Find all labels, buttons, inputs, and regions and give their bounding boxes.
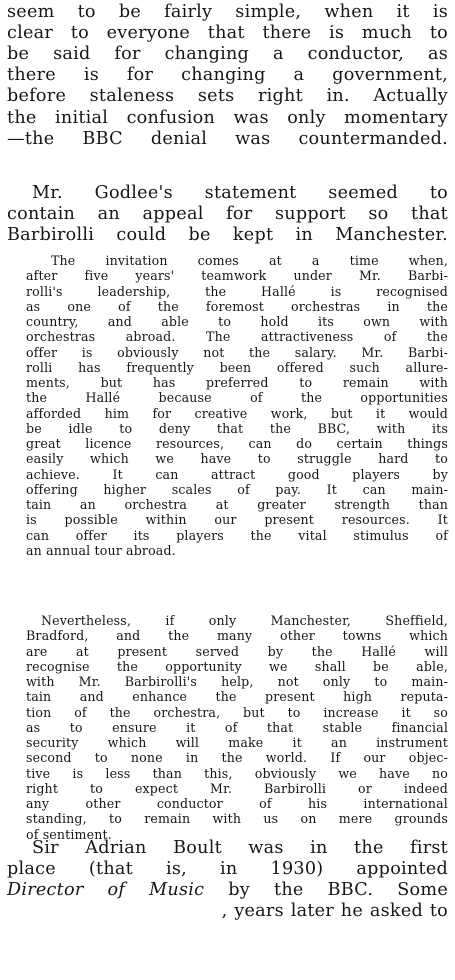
text-line: an annual tour abroad. bbox=[26, 542, 176, 558]
text-line: clear to everyone that there is much to bbox=[7, 23, 448, 44]
text-line: , years later he asked to bbox=[221, 901, 448, 922]
text-line: Sir Adrian Boult was in the first bbox=[32, 838, 448, 858]
text-line: after five years' teamwork under Mr. Barbi- bbox=[26, 268, 448, 284]
text-line: tive is less than this, obviously we have no bbox=[26, 765, 448, 781]
text-line: be idle to deny that the BBC, with its bbox=[26, 420, 448, 436]
text-line: are at present served by the Hallé will bbox=[26, 643, 448, 659]
text-line: achieve. It can attract good players by bbox=[26, 466, 448, 482]
text-line: rolli's leadership, the Hallé is recognised bbox=[26, 283, 448, 299]
text-line: right to expect Mr. Barbirolli or indeed bbox=[26, 780, 448, 796]
text-line: tion of the orchestra, but to increase it so bbox=[26, 704, 448, 720]
text-line: any other conductor of his international bbox=[26, 796, 448, 811]
text-line: security which will make it an instrument bbox=[26, 735, 448, 750]
text-line: The invitation comes at a time when, bbox=[51, 253, 448, 268]
text-line: standing, to remain with us on mere grounds bbox=[26, 811, 448, 827]
text-line: seem to be fairly simple, when it is bbox=[7, 2, 448, 22]
text-line: orchestras abroad. The attractiveness of the bbox=[26, 329, 448, 345]
text-line: second to none in the world. If our objec- bbox=[26, 750, 448, 766]
text-line: place (that is, in 1930) appointed bbox=[7, 859, 448, 880]
text-line: tain and enhance the present high reputa- bbox=[26, 689, 448, 705]
text-line: easily which we have to struggle hard to bbox=[26, 451, 448, 467]
text-line: Barbirolli could be kept in Manchester. bbox=[7, 225, 448, 246]
text-line: be said for changing a conductor, as bbox=[7, 44, 448, 65]
text-line: Director of Music by the BBC. Some bbox=[7, 880, 448, 901]
text-line: as one of the foremost orchestras in the bbox=[26, 298, 448, 314]
text-line: is possible within our present resources. It bbox=[26, 512, 448, 528]
text-line: the Hallé because of the opportunities bbox=[26, 390, 448, 406]
text-line: before staleness sets right in. Actually bbox=[7, 86, 448, 107]
text-line: of sentiment. bbox=[26, 826, 112, 842]
text-line: ments, but has preferred to remain with bbox=[26, 375, 448, 390]
text-line: as to ensure it of that stable financial bbox=[26, 719, 448, 735]
text-line: Mr. Godlee's statement seemed to bbox=[32, 183, 448, 203]
text-line: great licence resources, can do certain things bbox=[26, 436, 448, 451]
text-line: with Mr. Barbirolli's help, not only to main- bbox=[26, 674, 448, 689]
text-line: offering higher scales of pay. It can main- bbox=[26, 481, 448, 497]
text-line: contain an appeal for support so that bbox=[7, 204, 448, 225]
text-line: tain an orchestra at greater strength than bbox=[26, 497, 448, 512]
text-line: can offer its players the vital stimulus of bbox=[26, 527, 448, 543]
text-line: Nevertheless, if only Manchester, Sheffield, bbox=[41, 613, 448, 628]
text-line: country, and able to hold its own with bbox=[26, 314, 448, 329]
text-line: —the BBC denial was countermanded. bbox=[7, 128, 448, 149]
text-line: Bradford, and the many other towns which bbox=[26, 628, 448, 644]
text-line: afforded him for creative work, but it would bbox=[26, 405, 448, 421]
text-line: the initial confusion was only momentary bbox=[7, 107, 448, 128]
text-line: rolli has frequently been offered such allure- bbox=[26, 359, 448, 375]
text-line: there is for changing a government, bbox=[7, 65, 448, 86]
text-line: offer is obviously not the salary. Mr. Barbi- bbox=[26, 344, 448, 360]
text-line: recognise the opportunity we shall be able, bbox=[26, 658, 448, 674]
